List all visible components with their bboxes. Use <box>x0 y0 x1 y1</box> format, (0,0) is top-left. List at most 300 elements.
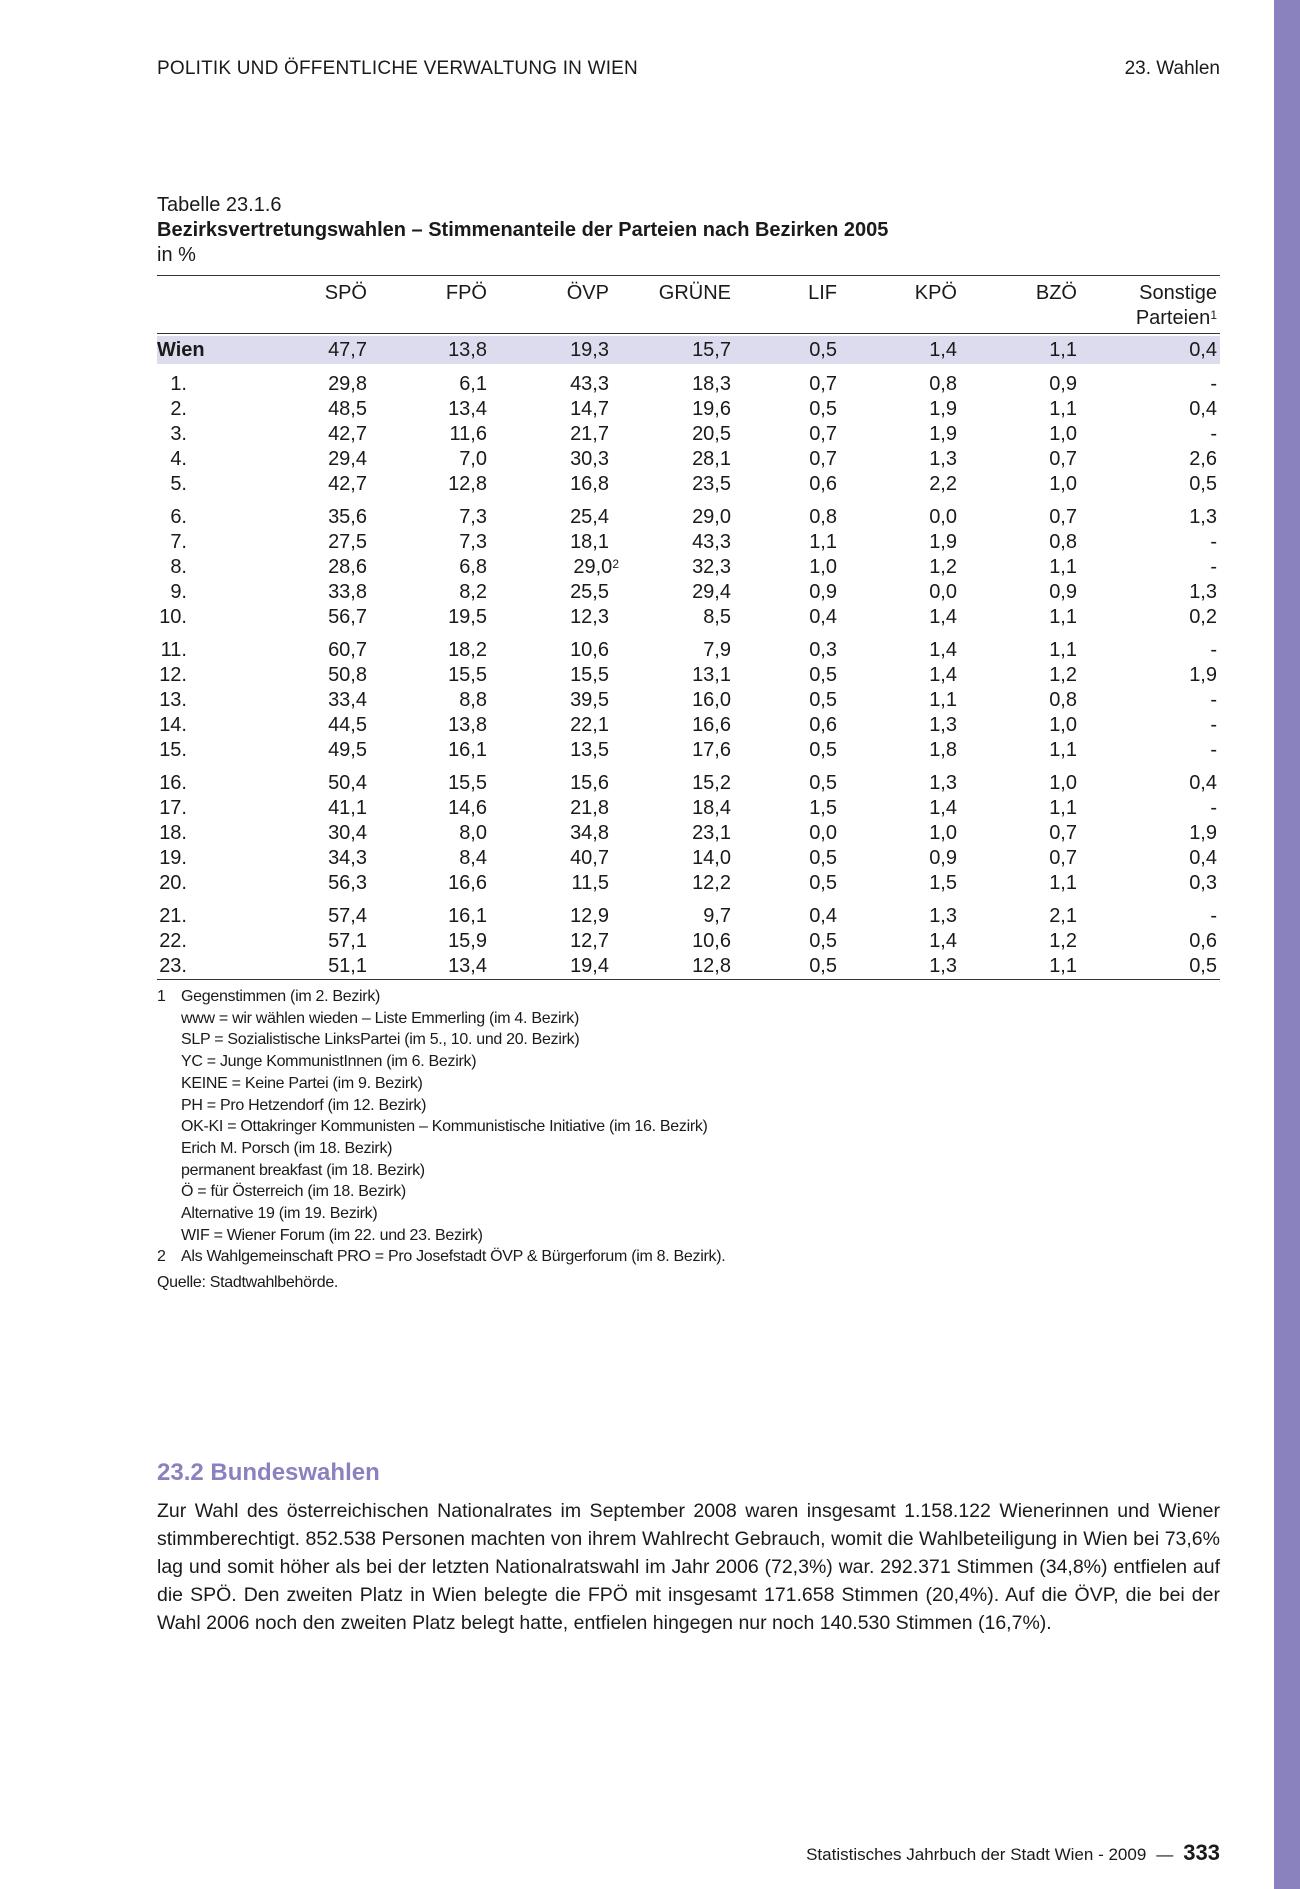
cell-value: 14,6 <box>448 797 487 819</box>
cell-spoe <box>317 871 367 896</box>
cell-value: 1,2 <box>1049 930 1077 952</box>
cell-value: 16,1 <box>448 905 487 927</box>
cell-value: 2. <box>170 398 187 420</box>
cell-fpoe <box>437 555 487 580</box>
cell-value: 15,2 <box>692 772 731 794</box>
cell-value: 1. <box>170 373 187 395</box>
cell-value: 4. <box>170 448 187 470</box>
cell-lif <box>797 954 837 979</box>
cell-value: 27,5 <box>328 531 367 553</box>
cell-value: 41,1 <box>328 797 367 819</box>
cell-value: 30,4 <box>328 822 367 844</box>
cell-value: 25,5 <box>570 581 609 603</box>
cell-value: 0,2 <box>1189 606 1217 628</box>
cell-oevp <box>557 954 609 979</box>
cell-gruene <box>647 397 731 422</box>
cell-gruene <box>647 796 731 821</box>
cell-value: 30,3 <box>570 448 609 470</box>
cell-kpoe <box>907 738 957 763</box>
cell-spoe <box>317 738 367 763</box>
page-footer <box>806 1840 1220 1866</box>
cell-kpoe <box>907 530 957 555</box>
cell-value: 42,7 <box>328 473 367 495</box>
cell-value: 1,9 <box>929 423 957 445</box>
cell-fpoe <box>437 954 487 979</box>
cell-sonstige <box>1107 738 1217 763</box>
cell-bzoe <box>1027 846 1077 871</box>
cell-lif <box>797 713 837 738</box>
cell-kpoe <box>907 336 957 364</box>
cell-sonstige <box>1107 846 1217 871</box>
cell-value: 5. <box>170 473 187 495</box>
footnote-line: PH = Pro Hetzendorf (im 12. Bezirk) <box>181 1096 427 1114</box>
district-row <box>157 447 1220 472</box>
cell-value: - <box>1210 714 1217 736</box>
cell-value: 28,6 <box>328 556 367 578</box>
cell-value: 15. <box>159 739 187 761</box>
cell-value: 0,5 <box>809 872 837 894</box>
cell-value: 28,1 <box>692 448 731 470</box>
cell-value: 12,3 <box>570 606 609 628</box>
cell-oevp <box>557 372 609 397</box>
cell-value: 1,8 <box>929 739 957 761</box>
cell-district <box>157 796 187 821</box>
cell-value: 0,6 <box>1189 930 1217 952</box>
cell-value: 18,4 <box>692 797 731 819</box>
cell-fpoe <box>437 372 487 397</box>
cell-value: 1,4 <box>929 339 957 361</box>
footnote-line: permanent breakfast (im 18. Bezirk) <box>181 1161 425 1179</box>
cell-lif <box>797 904 837 929</box>
cell-spoe <box>317 663 367 688</box>
cell-value: 12,2 <box>692 872 731 894</box>
cell-value: 57,4 <box>328 905 367 927</box>
cell-value: - <box>1210 689 1217 711</box>
cell-value: 0,5 <box>809 689 837 711</box>
col-header-gruene: GRÜNE <box>658 282 731 304</box>
cell-value: - <box>1210 905 1217 927</box>
cell-lif <box>797 580 837 605</box>
cell-sonstige <box>1107 771 1217 796</box>
cell-fpoe <box>437 771 487 796</box>
cell-value: 16,0 <box>692 689 731 711</box>
cell-sonstige <box>1107 904 1217 929</box>
cell-sonstige <box>1107 422 1217 447</box>
cell-kpoe <box>907 663 957 688</box>
district-row <box>157 871 1220 896</box>
cell-bzoe <box>1027 771 1077 796</box>
cell-bzoe <box>1027 580 1077 605</box>
cell-district <box>157 422 187 447</box>
cell-gruene <box>647 688 731 713</box>
cell-lif <box>797 505 837 530</box>
footnote-line: www = wir wählen wieden – Liste Emmerling (im 4. Bezirk) <box>181 1009 579 1027</box>
district-row <box>157 422 1220 447</box>
side-accent-bar <box>1274 0 1300 1889</box>
cell-value: 0,8 <box>929 373 957 395</box>
district-row <box>157 372 1220 397</box>
cell-value: 1,1 <box>929 689 957 711</box>
footnote-line: Gegenstimmen (im 2. Bezirk) <box>181 988 381 1005</box>
cell-value: 0,5 <box>809 772 837 794</box>
cell-value: 9. <box>170 581 187 603</box>
cell-value: 44,5 <box>328 714 367 736</box>
cell-spoe <box>317 605 367 630</box>
cell-value: 34,3 <box>328 847 367 869</box>
cell-lif <box>797 688 837 713</box>
cell-oevp <box>557 555 619 580</box>
cell-value: 6,8 <box>459 556 487 578</box>
cell-oevp <box>557 688 609 713</box>
cell-value: 1,0 <box>1049 473 1077 495</box>
cell-fpoe <box>437 638 487 663</box>
footnote-line: YC = Junge KommunistInnen (im 6. Bezirk) <box>181 1053 477 1071</box>
cell-district <box>157 846 187 871</box>
district-row <box>157 796 1220 821</box>
col-header-oevp: ÖVP <box>566 282 609 304</box>
cell-value: 16,6 <box>692 714 731 736</box>
cell-spoe <box>317 555 367 580</box>
cell-kpoe <box>907 954 957 979</box>
cell-oevp <box>557 771 609 796</box>
district-row <box>157 638 1220 663</box>
table-caption <box>157 193 888 268</box>
footnote-ref-1: 1 <box>1210 308 1217 322</box>
table-header-row <box>157 276 1220 333</box>
cell-value: 1,0 <box>1049 714 1077 736</box>
cell-value: 57,1 <box>328 930 367 952</box>
cell-lif <box>797 605 837 630</box>
cell-value: 20. <box>159 872 187 894</box>
cell-value: 0,7 <box>809 423 837 445</box>
cell-gruene <box>647 638 731 663</box>
cell-value: 1,4 <box>929 639 957 661</box>
cell-value: 56,7 <box>328 606 367 628</box>
cell-gruene <box>647 505 731 530</box>
cell-district <box>157 871 187 896</box>
cell-value: 21,8 <box>570 797 609 819</box>
cell-oevp <box>557 871 609 896</box>
cell-fpoe <box>437 738 487 763</box>
district-row <box>157 472 1220 497</box>
cell-district <box>157 904 187 929</box>
footnote-2-text: Als Wahlgemeinschaft PRO = Pro Josefstadt ÖVP & Bürgerforum (im 8. Bezirk). <box>181 1248 726 1266</box>
cell-value: 1,1 <box>1049 739 1077 761</box>
cell-kpoe <box>907 422 957 447</box>
cell-value: 43,3 <box>570 373 609 395</box>
cell-spoe <box>317 638 367 663</box>
cell-value: 51,1 <box>328 955 367 977</box>
cell-district <box>157 821 187 846</box>
cell-value: 40,7 <box>570 847 609 869</box>
footnote-1-lines <box>181 986 725 1246</box>
cell-fpoe <box>437 505 487 530</box>
cell-lif <box>797 771 837 796</box>
cell-value: 0,8 <box>1049 689 1077 711</box>
cell-value: 0,9 <box>1049 373 1077 395</box>
cell-oevp <box>557 336 609 364</box>
cell-value: 10,6 <box>692 930 731 952</box>
cell-oevp <box>557 821 609 846</box>
cell-value: 8,2 <box>459 581 487 603</box>
cell-bzoe <box>1027 821 1077 846</box>
cell-bzoe <box>1027 397 1077 422</box>
cell-district <box>157 663 187 688</box>
cell-bzoe <box>1027 688 1077 713</box>
cell-kpoe <box>907 638 957 663</box>
cell-value: - <box>1210 639 1217 661</box>
cell-value: 1,3 <box>929 448 957 470</box>
district-row <box>157 663 1220 688</box>
cell-value: 1,9 <box>1189 664 1217 686</box>
cell-value: 42,7 <box>328 423 367 445</box>
cell-value: 15,9 <box>448 930 487 952</box>
cell-value: 0,0 <box>809 822 837 844</box>
cell-fpoe <box>437 713 487 738</box>
cell-bzoe <box>1027 422 1077 447</box>
cell-kpoe <box>907 447 957 472</box>
cell-value: 0,4 <box>1189 772 1217 794</box>
cell-value: 15,7 <box>692 339 731 361</box>
cell-value: 7. <box>170 531 187 553</box>
district-row <box>157 738 1220 763</box>
cell-fpoe <box>437 904 487 929</box>
cell-gruene <box>647 472 731 497</box>
footnote-line: KEINE = Keine Partei (im 9. Bezirk) <box>181 1074 423 1092</box>
cell-value: 8,0 <box>459 822 487 844</box>
cell-value: 8,4 <box>459 847 487 869</box>
table-title: Bezirksvertretungswahlen – Stimmenanteile der Parteien nach Bezirken 2005 <box>157 219 889 241</box>
cell-value: 18. <box>159 822 187 844</box>
cell-gruene <box>647 904 731 929</box>
cell-oevp <box>557 713 609 738</box>
cell-sonstige <box>1107 929 1217 954</box>
cell-value: 0,9 <box>929 847 957 869</box>
cell-value: 43,3 <box>692 531 731 553</box>
cell-value: 15,5 <box>448 772 487 794</box>
cell-value: 10. <box>159 606 187 628</box>
footer-dash: — <box>1156 1845 1174 1864</box>
cell-fpoe <box>437 605 487 630</box>
cell-value: 14,0 <box>692 847 731 869</box>
cell-value: 0,5 <box>809 339 837 361</box>
cell-value: 29,0 <box>692 506 731 528</box>
cell-bzoe <box>1027 605 1077 630</box>
table-footnotes <box>157 986 725 1294</box>
table-header-rule <box>157 333 1220 334</box>
cell-lif <box>797 638 837 663</box>
cell-value: 0,5 <box>809 664 837 686</box>
cell-bzoe <box>1027 530 1077 555</box>
results-table <box>157 275 1220 980</box>
cell-value: 0,6 <box>809 473 837 495</box>
cell-district <box>157 505 187 530</box>
cell-value: 14. <box>159 714 187 736</box>
cell-value: 1,5 <box>929 872 957 894</box>
cell-spoe <box>317 688 367 713</box>
col-header-sonstige <box>1107 281 1217 331</box>
cell-district <box>157 580 187 605</box>
cell-value: 32,3 <box>692 556 731 578</box>
cell-value: 0,4 <box>809 905 837 927</box>
cell-value: 10,6 <box>570 639 609 661</box>
cell-spoe <box>317 821 367 846</box>
cell-bzoe <box>1027 871 1077 896</box>
cell-district <box>157 555 187 580</box>
cell-value: 11,6 <box>449 423 487 445</box>
cell-district <box>157 738 187 763</box>
cell-spoe <box>317 505 367 530</box>
cell-value: 6,1 <box>459 373 487 395</box>
cell-value: 1,4 <box>929 664 957 686</box>
footnote-line: OK-KI = Ottakringer Kommunisten – Kommunistische Initiative (im 16. Bezirk) <box>181 1118 708 1136</box>
cell-value: 1,1 <box>1049 797 1077 819</box>
cell-value: 13,1 <box>692 664 731 686</box>
cell-oevp <box>557 929 609 954</box>
cell-value: - <box>1210 531 1217 553</box>
cell-bzoe <box>1027 505 1077 530</box>
cell-value: 2,1 <box>1049 905 1077 927</box>
district-row <box>157 555 1220 580</box>
cell-value: 19. <box>159 847 187 869</box>
cell-district <box>157 472 187 497</box>
cell-sonstige <box>1107 821 1217 846</box>
cell-sonstige <box>1107 472 1217 497</box>
cell-value: 16,6 <box>448 872 487 894</box>
cell-bzoe <box>1027 904 1077 929</box>
cell-value: 0,9 <box>1049 581 1077 603</box>
cell-district <box>157 954 187 979</box>
cell-lif <box>797 929 837 954</box>
group-gap <box>157 497 1220 505</box>
cell-kpoe <box>907 904 957 929</box>
cell-spoe <box>317 954 367 979</box>
district-row <box>157 821 1220 846</box>
cell-sonstige <box>1107 871 1217 896</box>
cell-value: 1,3 <box>929 955 957 977</box>
col-header-sonstige-line1: Sonstige <box>1139 282 1217 304</box>
cell-value: 0,7 <box>1049 847 1077 869</box>
cell-value: 23,1 <box>692 822 731 844</box>
cell-district <box>157 929 187 954</box>
cell-value: 18,2 <box>448 639 487 661</box>
table-bottom-rule <box>157 979 1220 980</box>
cell-oevp <box>557 397 609 422</box>
district-row <box>157 530 1220 555</box>
district-row <box>157 713 1220 738</box>
cell-value: 0,4 <box>1189 847 1217 869</box>
table-label: Tabelle 23.1.6 <box>157 194 282 216</box>
cell-kpoe <box>907 929 957 954</box>
cell-gruene <box>647 663 731 688</box>
cell-spoe <box>317 422 367 447</box>
cell-value: 0,5 <box>809 930 837 952</box>
cell-lif <box>797 663 837 688</box>
cell-value: 1,0 <box>929 822 957 844</box>
cell-district <box>157 447 187 472</box>
col-header-fpoe: FPÖ <box>445 282 487 304</box>
cell-oevp <box>557 530 609 555</box>
cell-value: 7,3 <box>459 506 487 528</box>
page-number: 333 <box>1183 1840 1220 1865</box>
district-row <box>157 846 1220 871</box>
cell-lif <box>797 871 837 896</box>
cell-value: 18,3 <box>692 373 731 395</box>
cell-fpoe <box>437 336 487 364</box>
cell-value: 1,3 <box>1189 506 1217 528</box>
cell-value: 19,4 <box>570 955 609 977</box>
footnote-line: Alternative 19 (im 19. Bezirk) <box>181 1205 378 1223</box>
cell-value: 13,8 <box>448 714 487 736</box>
cell-value: 2,2 <box>929 473 957 495</box>
cell-lif <box>797 821 837 846</box>
cell-value: 12. <box>159 664 187 686</box>
cell-value: 20,5 <box>692 423 731 445</box>
cell-value: 21,7 <box>570 423 609 445</box>
cell-sonstige <box>1107 530 1217 555</box>
cell-value: 15,5 <box>570 664 609 686</box>
col-header-bzoe: BZÖ <box>1035 282 1077 304</box>
cell-value: - <box>1210 739 1217 761</box>
cell-lif <box>797 397 837 422</box>
cell-value: 1,1 <box>1049 556 1077 578</box>
cell-value: 17,6 <box>692 739 731 761</box>
cell-value: 0,7 <box>1049 448 1077 470</box>
cell-lif <box>797 472 837 497</box>
cell-sonstige <box>1107 336 1217 364</box>
cell-spoe <box>317 929 367 954</box>
cell-value: 7,3 <box>459 531 487 553</box>
cell-kpoe <box>907 605 957 630</box>
cell-kpoe <box>907 846 957 871</box>
cell-fpoe <box>437 871 487 896</box>
group-gap <box>157 630 1220 638</box>
cell-spoe <box>317 796 367 821</box>
cell-spoe <box>317 336 367 364</box>
cell-value: 0,8 <box>809 506 837 528</box>
cell-value: - <box>1210 373 1217 395</box>
cell-district <box>157 530 187 555</box>
district-row <box>157 580 1220 605</box>
cell-district <box>157 605 187 630</box>
cell-bzoe <box>1027 713 1077 738</box>
cell-value: 1,9 <box>1189 822 1217 844</box>
cell-fpoe <box>437 929 487 954</box>
cell-kpoe <box>907 372 957 397</box>
cell-fpoe <box>437 397 487 422</box>
cell-value: 29,4 <box>328 448 367 470</box>
cell-fpoe <box>437 796 487 821</box>
wien-total-row <box>157 336 1220 364</box>
cell-value: 12,8 <box>692 955 731 977</box>
cell-fpoe <box>437 422 487 447</box>
cell-gruene <box>647 447 731 472</box>
cell-value: 1,1 <box>1049 606 1077 628</box>
cell-oevp <box>557 505 609 530</box>
district-row <box>157 505 1220 530</box>
cell-district <box>157 336 237 364</box>
cell-value: - <box>1210 797 1217 819</box>
cell-value: 2,6 <box>1189 448 1217 470</box>
cell-value: 1,1 <box>1049 639 1077 661</box>
cell-value: 1,0 <box>809 556 837 578</box>
cell-gruene <box>647 580 731 605</box>
cell-value: 13. <box>159 689 187 711</box>
cell-fpoe <box>437 447 487 472</box>
cell-sonstige <box>1107 397 1217 422</box>
cell-kpoe <box>907 871 957 896</box>
cell-value: 6. <box>170 506 187 528</box>
